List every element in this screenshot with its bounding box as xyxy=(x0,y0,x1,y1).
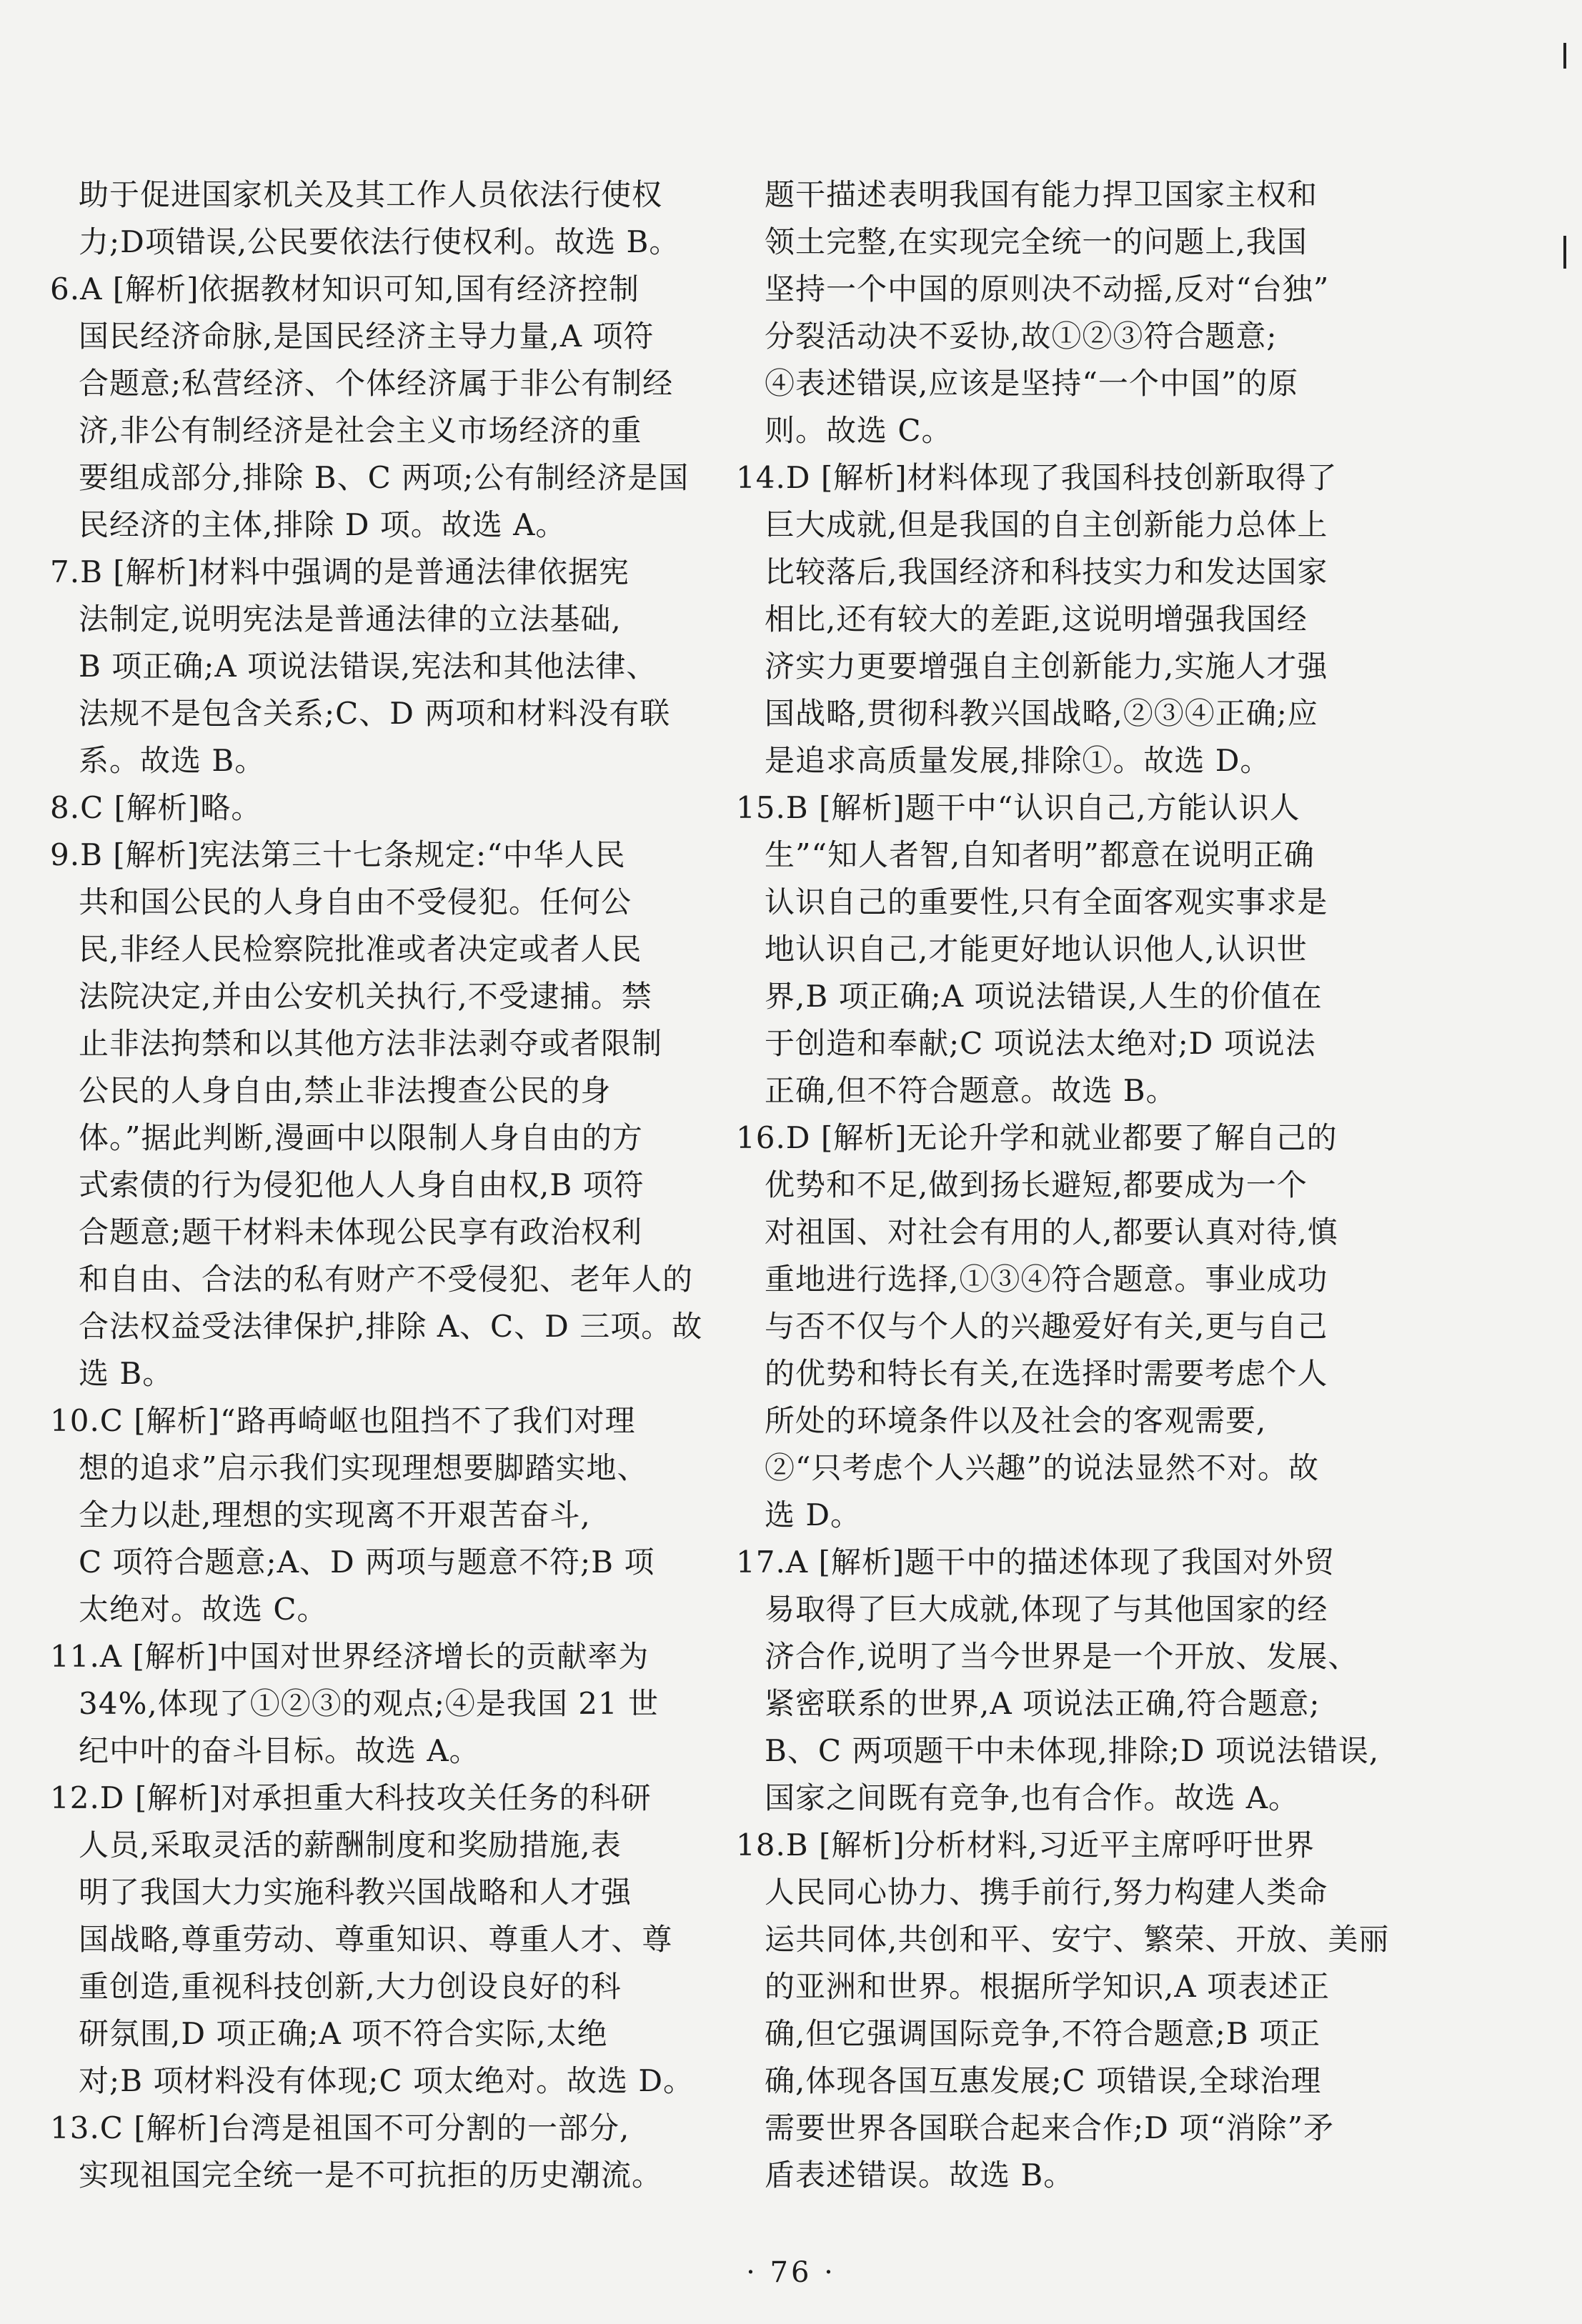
text-line: ②“只考虑个人兴趣”的说法显然不对。故 xyxy=(765,1450,1319,1485)
text-line: B、C 两项题干中未体现,排除;D 项说法错误, xyxy=(765,1733,1380,1768)
text-line: 研氛围,D 项正确;A 项不符合实际,太绝 xyxy=(79,2016,608,2051)
text-line: 题干描述表明我国有能力捍卫国家主权和 xyxy=(765,177,1318,212)
text-line: 重创造,重视科技创新,大力创设良好的科 xyxy=(79,1969,622,2004)
text-line: 优势和不足,做到扬长避短,都要成为一个 xyxy=(765,1167,1308,1202)
text-line: 实现祖国完全统一是不可抗拒的历史潮流。 xyxy=(79,2158,663,2193)
right-column xyxy=(736,171,1451,2199)
text-line: 8.C [解析]略。 xyxy=(50,790,262,825)
text-line: 助于促进国家机关及其工作人员依法行使权 xyxy=(79,177,663,212)
text-line: 紧密联系的世界,A 项说法正确,符合题意; xyxy=(765,1686,1320,1721)
text-line: 盾表述错误。故选 B。 xyxy=(765,2158,1075,2193)
text-line: 济实力更要增强自主创新能力,实施人才强 xyxy=(765,649,1328,684)
text-line: 选 B。 xyxy=(79,1356,174,1391)
text-line: 确,体现各国互惠发展;C 项错误,全球治理 xyxy=(765,2063,1322,2098)
text-line: 国战略,尊重劳动、尊重知识、尊重人才、尊 xyxy=(79,1922,673,1957)
text-line: 合法权益受法律保护,排除 A、C、D 三项。故 xyxy=(79,1309,703,1344)
text-line: 体。”据此判断,漫画中以限制人身自由的方 xyxy=(79,1120,643,1155)
text-line: 10.C [解析]“路再崎岖也阻挡不了我们对理 xyxy=(50,1403,636,1438)
text-line: 是追求高质量发展,排除①。故选 D。 xyxy=(765,743,1271,778)
text-line: 对;B 项材料没有体现;C 项太绝对。故选 D。 xyxy=(79,2063,695,2098)
text-line: 12.D [解析]对承担重大科技攻关任务的科研 xyxy=(50,1780,652,1815)
text-line: 纪中叶的奋斗目标。故选 A。 xyxy=(79,1733,480,1768)
text-line: 16.D [解析]无论升学和就业都要了解自己的 xyxy=(736,1120,1338,1155)
text-line: 则。故选 C。 xyxy=(765,413,952,448)
text-line: 国民经济命脉,是国民经济主导力量,A 项符 xyxy=(79,319,655,354)
text-line: 共和国公民的人身自由不受侵犯。任何公 xyxy=(79,884,632,919)
text-line: 法制定,说明宪法是普通法律的立法基础, xyxy=(79,602,622,637)
text-line: 公民的人身自由,禁止非法搜查公民的身 xyxy=(79,1073,612,1108)
text-line: 7.B [解析]材料中强调的是普通法律依据宪 xyxy=(50,554,630,589)
text-line: 人民同心协力、携手前行,努力构建人类命 xyxy=(765,1875,1328,1910)
text-line: 国战略,贯彻科教兴国战略,②③④正确;应 xyxy=(765,696,1318,731)
text-line: 太绝对。故选 C。 xyxy=(79,1592,328,1627)
text-line: 生”“知人者智,自知者明”都意在说明正确 xyxy=(765,837,1315,872)
text-line: 国家之间既有竞争,也有合作。故选 A。 xyxy=(765,1780,1300,1815)
text-line: 分裂活动决不妥协,故①②③符合题意; xyxy=(765,319,1278,354)
text-line: 系。故选 B。 xyxy=(79,743,266,778)
text-line: 坚持一个中国的原则决不动摇,反对“台独” xyxy=(765,271,1330,306)
text-line: ④表述错误,应该是坚持“一个中国”的原 xyxy=(765,366,1299,401)
text-line: 明了我国大力实施科教兴国战略和人才强 xyxy=(79,1875,632,1910)
text-line: 式索债的行为侵犯他人人身自由权,B 项符 xyxy=(79,1167,645,1202)
text-line: 易取得了巨大成就,体现了与其他国家的经 xyxy=(765,1592,1328,1627)
text-line: 运共同体,共创和平、安宁、繁荣、开放、美丽 xyxy=(765,1922,1390,1957)
text-line: 的亚洲和世界。根据所学知识,A 项表述正 xyxy=(765,1969,1330,2004)
text-line: 界,B 项正确;A 项说法错误,人生的价值在 xyxy=(765,979,1323,1014)
text-line: B 项正确;A 项说法错误,宪法和其他法律、 xyxy=(79,649,657,684)
text-line: C 项符合题意;A、D 两项与题意不符;B 项 xyxy=(79,1545,655,1580)
text-line: 17.A [解析]题干中的描述体现了我国对外贸 xyxy=(736,1545,1335,1580)
text-line: 合题意;私营经济、个体经济属于非公有制经 xyxy=(79,366,674,401)
scan-edge-mark-top xyxy=(1563,43,1566,69)
text-line: 与否不仅与个人的兴趣爱好有关,更与自己 xyxy=(765,1309,1328,1344)
text-line: 民经济的主体,排除 D 项。故选 A。 xyxy=(79,507,567,542)
text-line: 重地进行选择,①③④符合题意。事业成功 xyxy=(765,1262,1328,1297)
text-line: 巨大成就,但是我国的自主创新能力总体上 xyxy=(765,507,1328,542)
text-line: 选 D。 xyxy=(765,1497,862,1532)
text-line: 15.B [解析]题干中“认识自己,方能认识人 xyxy=(736,790,1300,825)
text-line: 地认识自己,才能更好地认识他人,认识世 xyxy=(765,932,1308,967)
text-line: 34%,体现了①②③的观点;④是我国 21 世 xyxy=(79,1686,659,1721)
text-line: 济合作,说明了当今世界是一个开放、发展、 xyxy=(765,1639,1359,1674)
text-line: 济,非公有制经济是社会主义市场经济的重 xyxy=(79,413,642,448)
text-line: 于创造和奉献;C 项说法太绝对;D 项说法 xyxy=(765,1026,1316,1061)
text-line: 法规不是包含关系;C、D 两项和材料没有联 xyxy=(79,696,671,731)
text-line: 确,但它强调国际竞争,不符合题意;B 项正 xyxy=(765,2016,1321,2051)
text-line: 法院决定,并由公安机关执行,不受逮捕。禁 xyxy=(79,979,652,1014)
text-line: 人员,采取灵活的薪酬制度和奖励措施,表 xyxy=(79,1827,622,1862)
text-line: 比较落后,我国经济和科技实力和发达国家 xyxy=(765,554,1328,589)
text-line: 18.B [解析]分析材料,习近平主席呼吁世界 xyxy=(736,1827,1315,1862)
text-line: 力;D项错误,公民要依法行使权利。故选 B。 xyxy=(79,224,680,259)
text-line: 6.A [解析]依据教材知识可知,国有经济控制 xyxy=(50,271,640,306)
page-number: · 76 · xyxy=(746,2256,836,2289)
text-line: 全力以赴,理想的实现离不开艰苦奋斗, xyxy=(79,1497,591,1532)
text-line: 正确,但不符合题意。故选 B。 xyxy=(765,1073,1177,1108)
text-line: 需要世界各国联合起来合作;D 项“消除”矛 xyxy=(765,2110,1335,2145)
text-line: 9.B [解析]宪法第三十七条规定:“中华人民 xyxy=(50,837,626,872)
text-line: 对祖国、对社会有用的人,都要认真对待,慎 xyxy=(765,1215,1338,1250)
left-column xyxy=(50,171,765,2199)
text-line: 民,非经人民检察院批准或者决定或者人民 xyxy=(79,932,642,967)
text-line: 要组成部分,排除 B、C 两项;公有制经济是国 xyxy=(79,460,690,495)
scan-edge-mark-middle xyxy=(1563,236,1566,269)
text-line: 止非法拘禁和以其他方法非法剥夺或者限制 xyxy=(79,1026,663,1061)
text-line: 想的追求”启示我们实现理想要脚踏实地、 xyxy=(79,1450,648,1485)
text-line: 和自由、合法的私有财产不受侵犯、老年人的 xyxy=(79,1262,694,1297)
text-line: 相比,还有较大的差距,这说明增强我国经 xyxy=(765,602,1308,637)
text-line: 13.C [解析]台湾是祖国不可分割的一部分, xyxy=(50,2110,630,2145)
text-line: 所处的环境条件以及社会的客观需要, xyxy=(765,1403,1267,1438)
text-line: 认识自己的重要性,只有全面客观实事求是 xyxy=(765,884,1328,919)
text-line: 合题意;题干材料未体现公民享有政治权利 xyxy=(79,1215,643,1250)
text-line: 11.A [解析]中国对世界经济增长的贡献率为 xyxy=(50,1639,650,1674)
text-line: 14.D [解析]材料体现了我国科技创新取得了 xyxy=(736,460,1338,495)
text-line: 的优势和特长有关,在选择时需要考虑个人 xyxy=(765,1356,1328,1391)
text-line: 领土完整,在实现完全统一的问题上,我国 xyxy=(765,224,1308,259)
